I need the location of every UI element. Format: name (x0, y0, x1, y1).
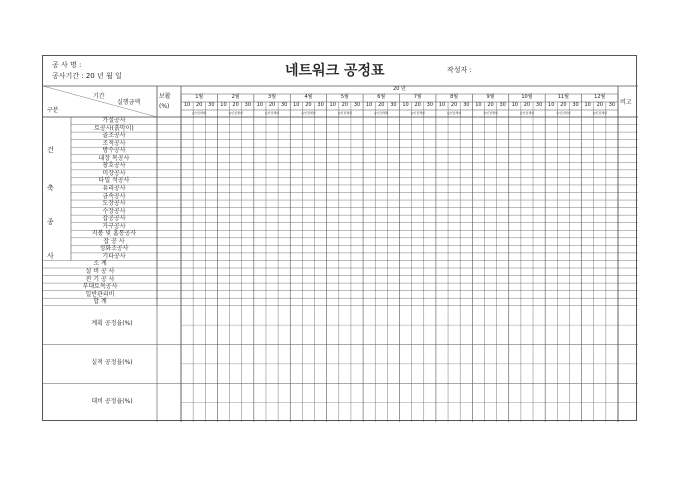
day-label: 10 (475, 102, 482, 108)
summary-item-label: 합 계 (93, 298, 107, 306)
month-label: 4월 (304, 94, 313, 100)
day-label: 10 (220, 102, 227, 108)
main-item-label: 유리공사 (102, 184, 126, 192)
construction-period-label: 공사기간 : 20 년 월 일 (52, 72, 122, 80)
author-label: 작성자 : (447, 66, 472, 74)
day-label: 10 (329, 102, 336, 108)
group-label-2: 종 (47, 217, 54, 226)
sub-label: 승인전체일 (264, 110, 280, 115)
day-label: 10 (438, 102, 446, 108)
col-weight-header: 보활 (159, 93, 171, 100)
main-item-label: 잡공공사 (102, 215, 126, 223)
sub-label: 승인전체일 (483, 110, 498, 115)
summary-item-label: 일반관리비 (85, 290, 115, 298)
sub-label: 승인전체일 (337, 110, 353, 115)
day-label: 10 (183, 102, 191, 108)
month-label: 1월 (195, 94, 204, 100)
month-label: 9월 (486, 94, 495, 100)
main-item-label: 타일 석공사 (98, 177, 130, 185)
day-label: 30 (608, 102, 616, 108)
day-label: 20 (523, 102, 531, 108)
day-label: 30 (353, 102, 361, 108)
main-item-label: 금속공사 (102, 192, 126, 200)
main-item-label: 내장 목공사 (98, 154, 130, 162)
day-label: 20 (560, 102, 567, 108)
day-label: 10 (548, 102, 555, 108)
main-item-label: 가구공사 (102, 222, 126, 230)
day-label: 20 (450, 102, 458, 108)
day-label: 30 (463, 102, 470, 108)
day-label: 10 (365, 102, 373, 108)
main-item-label: 창호공사 (102, 162, 126, 170)
sub-label: 승인전체일 (191, 110, 207, 115)
day-label: 30 (208, 102, 215, 108)
rate-row-label: 계획 공정율(%) (91, 320, 133, 328)
group-label-1: 축 (47, 183, 54, 192)
main-item-label: 토공사(흙막이) (94, 124, 134, 132)
main-item-label: 기타공사 (102, 252, 126, 260)
sub-label: 승인전체일 (410, 110, 425, 115)
day-label: 30 (390, 102, 397, 108)
day-label: 20 (232, 102, 239, 108)
day-label: 30 (535, 102, 543, 108)
main-item-label: 도장공사 (102, 200, 126, 208)
day-label: 20 (305, 102, 312, 108)
rate-row-label: 실적 공정율(%) (91, 358, 133, 366)
main-item-label: 골조공사 (102, 132, 126, 140)
day-label: 30 (280, 102, 288, 108)
sub-label: 승인전체일 (519, 110, 535, 115)
month-label: 6월 (377, 94, 386, 100)
day-label: 10 (293, 102, 300, 108)
day-label: 10 (402, 102, 409, 108)
month-label: 10월 (521, 94, 533, 100)
col-amount-header: 실행금액 (117, 99, 141, 106)
day-label: 20 (196, 102, 203, 108)
page-title: 네트워크 공정표 (285, 63, 385, 79)
day-label: 20 (596, 102, 603, 108)
project-name-label: 공 사 명 : (52, 61, 82, 69)
day-label: 20 (378, 102, 385, 108)
day-label: 20 (487, 102, 494, 108)
day-label: 10 (256, 102, 264, 108)
day-label: 30 (244, 102, 251, 108)
summary-item-label: 소 계 (93, 260, 107, 268)
day-label: 30 (499, 102, 506, 108)
day-label: 30 (572, 102, 579, 108)
sub-label: 승인전체일 (556, 110, 571, 115)
day-label: 10 (584, 102, 591, 108)
col-weight-unit: (%) (159, 103, 170, 110)
main-item-label: 정화조공사 (99, 245, 129, 253)
month-label: 8월 (450, 94, 459, 100)
main-item-label: 조적공사 (102, 139, 126, 147)
month-label: 7월 (413, 94, 422, 100)
sub-label: 승인전체일 (374, 110, 389, 115)
day-label: 20 (268, 102, 276, 108)
main-item-label: 방수공사 (102, 147, 126, 155)
summary-item-label: 전 기 공 사 (85, 275, 115, 283)
month-label: 3월 (268, 94, 277, 100)
main-item-label: 수장공사 (102, 207, 126, 215)
group-label-3: 사 (47, 251, 54, 260)
day-label: 20 (341, 102, 349, 108)
col-period-header: 기간 (93, 93, 105, 100)
month-label: 2월 (231, 94, 240, 100)
sub-label: 승인전체일 (301, 110, 316, 115)
year-label: 20 년 (393, 86, 406, 92)
sub-label: 승인전체일 (446, 110, 462, 115)
schedule-table (42, 55, 637, 421)
day-label: 30 (426, 102, 434, 108)
month-label: 5월 (340, 94, 349, 100)
month-label: 11월 (557, 94, 569, 100)
main-item-label: 지붕 및 홈통공사 (91, 230, 137, 238)
day-label: 20 (414, 102, 421, 108)
col-category-header: 구분 (47, 107, 59, 114)
month-label: 12월 (594, 94, 606, 100)
main-item-label: 가설공사 (102, 117, 126, 124)
sub-label: 승인전체일 (228, 110, 243, 115)
day-label: 30 (317, 102, 324, 108)
summary-item-label: 설 비 공 사 (85, 268, 115, 275)
main-item-label: 잡 공 사 (103, 237, 125, 245)
group-label-0: 건 (47, 146, 54, 155)
summary-item-label: 부대토목공사 (82, 283, 118, 291)
main-item-label: 미장공사 (102, 169, 126, 177)
col-remarks-header: 비고 (620, 99, 632, 106)
sub-label: 승인전체일 (592, 110, 608, 115)
rate-row-label: 대비 공정율(%) (91, 397, 133, 405)
day-label: 10 (511, 102, 518, 108)
